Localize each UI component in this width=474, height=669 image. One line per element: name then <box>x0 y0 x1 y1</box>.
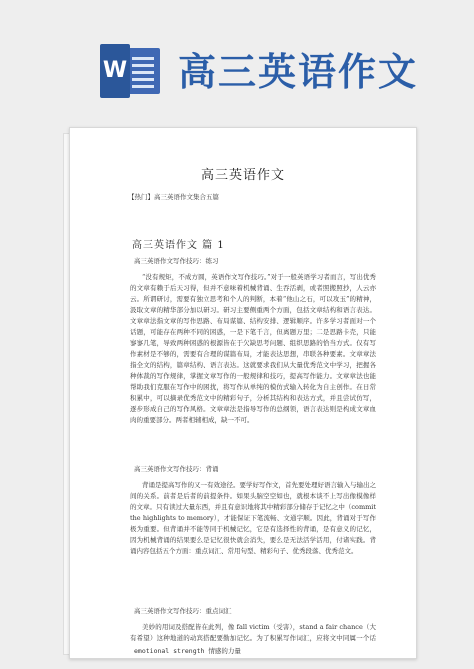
page-line <box>132 64 154 67</box>
section-title: 高三英语作文 篇 1 <box>132 240 225 251</box>
word-logo-letter: W <box>100 44 130 98</box>
vocab-entry: emotional strength 情感的力量 <box>134 647 241 655</box>
page-line <box>132 78 154 81</box>
paragraph-practice: “没有规矩，不成方圆，英语作文写作技巧。”对于一般英语学习者而言，写出优秀的文章有赖于后天习得，但并不意味着机械背诵、生吞活剥，或者照搬照抄，人云亦云。所谓研讨，需要有独立思考和个人的判断，本着“他山之石，可以攻玉”的精神，汲取文章的精华部分加以研习。研习主要侧重两个方面，包括文章结构和语言表达。文章章法指文章的写作思路、布局谋篇、结构安排、逻辑顺序。许多学习者面对一个话题，可能存在两种不同的困惑，一是下笔千言，但离题万里；二是思路卡壳，只能寥寥几笔，导致两种困惑的根源皆在于欠缺思考问题、组织思路的恰当方式。仅有写作素材是不够的，需要有合理的谋篇布局，才能表达思想，串联各种要素。文章章法指全文的结构，篇章结构、语言表达。这就要求我们从大量优秀范文中学习，把握各种体裁的写作规律，掌握文章写作的一般规律和技巧，提高写作能力。文章章法也能帮助我们克服在写作中的困扰，将写作从单纯的模仿式输入转化为自主创作。在日常积累中，可以摘录优秀范文中的精彩句子，分析其结构和表达方式，并且尝试仿写，逐步形成自己的写作风格。文章章法是指导写作的总纲领，语言表达则是构成文章血肉的重要部分。两者相辅相成，缺一不可。 <box>130 273 376 424</box>
page-line <box>132 85 154 88</box>
header-title: 高三英语作文 <box>178 49 419 94</box>
document-tagline: 【热门】高三英语作文集合五篇 <box>128 193 219 201</box>
page-line <box>132 71 154 74</box>
subheading-recitation: 高三英语作文写作技巧：背诵 <box>134 465 219 473</box>
document-title: 高三英语作文 <box>200 168 285 183</box>
header-banner <box>0 0 474 120</box>
page-line <box>132 57 154 60</box>
subheading-practice: 高三英语作文写作技巧：练习 <box>134 257 219 265</box>
subheading-vocabulary: 高三英语作文写作技巧：重点词汇 <box>134 607 232 615</box>
paragraph-vocabulary: 美妙的用词及搭配皆在此列，像 fall victim（受害），stand a fair chance（大有希望）这种地道的动宾搭配要勤加记忆。为了积累写作词汇，应将文中同属一个话 <box>130 623 376 642</box>
paragraph-recitation: 背诵是提高写作的又一有效途径。要学好写作文，首先要处理好语言输入与输出之间的关系。前者是后者的前提条件。如果头脑空空如也，就根本谈不上写出像模像样的文章。只有读过大量东西，并且有意识地将其中精彩部分储存于记忆之中（commit the highlights to memory），才能保证下笔流畅、文通字顺。因此，背诵对于写作极为重要。但背诵并不能等同于机械记忆，它是有选择性的背诵，是有意义的记忆，因为机械背诵的结果要么是记忆很快就会消失，要么是无法活学活用，付诸实践。背诵内容包括五个方面：重点词汇、常用句型、精彩句子、优秀段落、优秀范文。 <box>130 481 376 555</box>
document-page[interactable] <box>69 127 417 659</box>
word-document-icon <box>100 44 162 98</box>
